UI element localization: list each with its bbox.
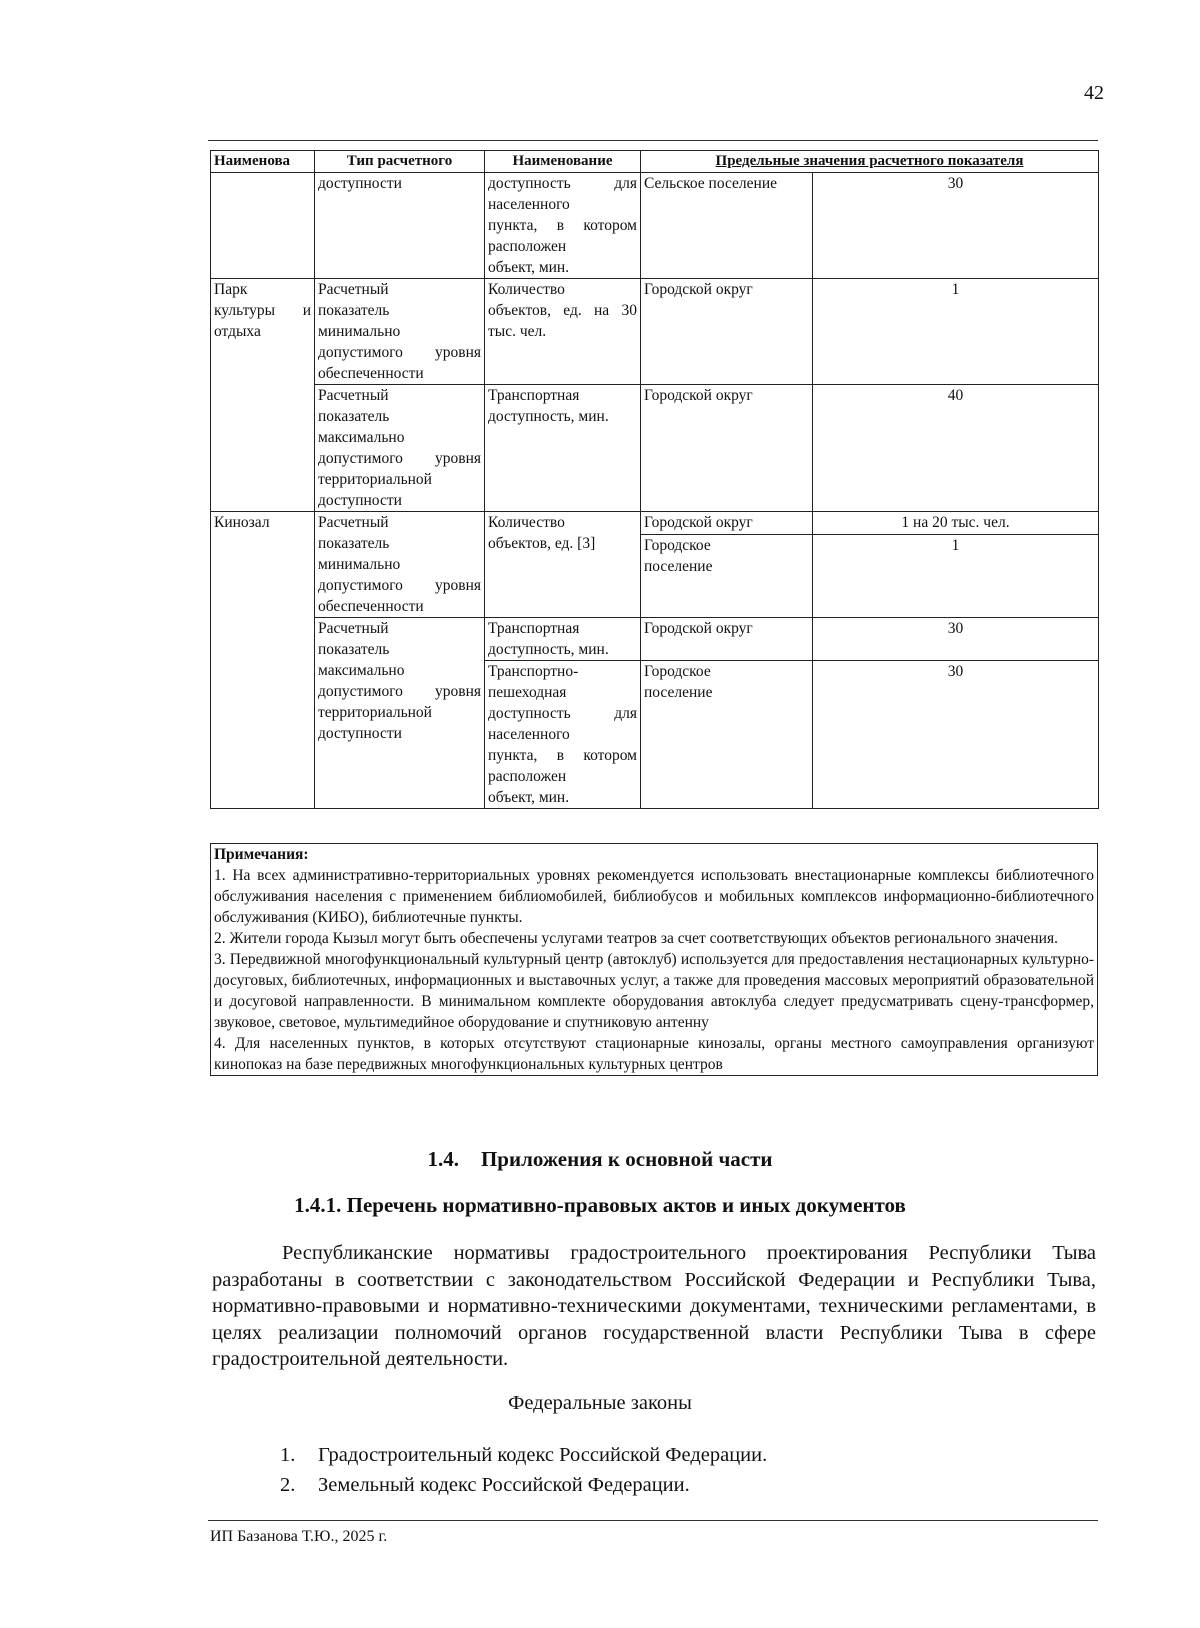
header-name: Наименова [211, 151, 315, 173]
cell-territory [641, 661, 813, 809]
cell-line: обеспеченности [318, 598, 424, 615]
table-row [211, 512, 1099, 535]
cell-territory [641, 618, 813, 661]
cell-line: допустимого уровня [318, 577, 481, 594]
cell-indicator [485, 661, 641, 809]
cell-line: Парк [214, 281, 248, 298]
cell-line: объектов, ед. на 30 [488, 302, 637, 319]
table-header-row [211, 151, 1099, 173]
cell-line: Транспортная [488, 387, 580, 404]
cell-type [315, 512, 485, 618]
cell-line: Кинозал [214, 514, 270, 531]
notes-box [210, 843, 1098, 1076]
cell-territory [641, 279, 813, 385]
cell-line: территориальной [318, 704, 432, 721]
page-number: 42 [1084, 82, 1104, 104]
cell-line: объектов, ед. [3] [488, 535, 596, 552]
list-text: Градостроительный кодекс Российской Федерации. [318, 1444, 768, 1466]
cell-value [813, 173, 1099, 279]
table-row [211, 385, 1099, 512]
cell-text: Сельское поселение [644, 175, 777, 192]
intro-paragraph: Республиканские нормативы градостроительного проектирования Республики Тыва разработаны в соответствии с законодательством Российской Федерации и Республики Тыва, нормативно-правовыми и нормативно-техническими документами, техническими регламентами, в целях реализации полномочий органов государственной власти Республики Тыва в сфере градостроительной деятельности. [212, 1242, 1096, 1370]
cell-text: доступности [318, 175, 402, 192]
cell-type [315, 279, 485, 385]
laws-heading: Федеральные законы [508, 1392, 692, 1414]
cell-line: минимально [318, 556, 401, 573]
cell-line: тыс. чел. [488, 323, 547, 340]
cell-line: доступность, мин. [488, 408, 609, 425]
cell-line: Расчетный [318, 620, 389, 637]
list-number: 2. [280, 1474, 296, 1496]
cell-type [315, 385, 485, 512]
cell-line: обеспеченности [318, 365, 424, 382]
cell-text: Городской округ [644, 281, 753, 298]
cell-indicator [485, 618, 641, 661]
cell-line: пешеходная [488, 684, 567, 701]
cell-line: Количество [488, 281, 565, 298]
cell-indicator [485, 385, 641, 512]
cell-line: Расчетный [318, 387, 389, 404]
cell-name [211, 173, 315, 279]
section-title: Приложения к основной части [480, 1147, 773, 1171]
cell-name [211, 512, 315, 809]
cell-line: доступности [318, 725, 402, 742]
footer-text: ИП Базанова Т.Ю., 2025 г. [210, 1528, 388, 1545]
cell-territory [641, 173, 813, 279]
cell-line: Транспортно- [488, 663, 579, 680]
header-rule [208, 140, 1098, 141]
cell-line: доступность для [488, 705, 637, 722]
note-item: 2. Жители города Кызыл могут быть обеспечены услугами театров за счет соответствующих объектов регионального значения. [214, 930, 1058, 947]
cell-text: Городской округ [644, 514, 753, 531]
laws-list [280, 1440, 767, 1500]
cell-line: показатель [318, 302, 390, 319]
cell-text: 30 [947, 175, 964, 192]
cell-text: 40 [947, 387, 964, 404]
cell-indicator [485, 173, 641, 279]
cell-text: 30 [947, 620, 964, 637]
cell-text: 1 на 20 тыс. чел. [901, 514, 1010, 531]
footer-rule [208, 1520, 1098, 1521]
cell-line: доступность, мин. [488, 641, 609, 658]
cell-line: пункта, в котором [488, 747, 637, 764]
cell-indicator [485, 279, 641, 385]
cell-line: поселение [644, 558, 713, 575]
cell-line: отдыха [214, 323, 261, 340]
cell-territory [641, 385, 813, 512]
cell-value [813, 512, 1099, 535]
cell-line: показатель [318, 535, 390, 552]
cell-indicator [485, 512, 641, 618]
cell-line: допустимого уровня [318, 344, 481, 361]
cell-line: Городское [644, 663, 711, 680]
cell-line: объект, мин. [488, 259, 570, 276]
cell-text: 1 [951, 281, 960, 298]
cell-line: доступности [318, 492, 402, 509]
cell-line: Расчетный [318, 281, 389, 298]
cell-line: расположен [488, 768, 567, 785]
cell-line: максимально [318, 662, 405, 679]
cell-territory [641, 535, 813, 618]
cell-text: Городской округ [644, 387, 753, 404]
cell-value [813, 279, 1099, 385]
header-type: Тип расчетного [315, 151, 485, 173]
cell-line: культуры и [214, 302, 311, 319]
section-heading [0, 1147, 1200, 1172]
table-row [211, 618, 1099, 661]
cell-line: показатель [318, 641, 390, 658]
note-item: 1. На всех административно-территориальных уровнях рекомендуется использовать внестационарные комплексы библиотечного обслуживания населения с применением библиомобилей, библиобусов и мобильных комплексов информационно-библиотечного обслуживания (КИБО), библиотечные пункты. [214, 867, 1094, 926]
cell-territory [641, 512, 813, 535]
cell-line: Расчетный [318, 514, 389, 531]
cell-value [813, 618, 1099, 661]
subsection-heading: 1.4.1. Перечень нормативно-правовых актов и иных документов [294, 1193, 906, 1217]
cell-text: 1 [951, 537, 960, 554]
table-row [211, 173, 1099, 279]
cell-line: Городское [644, 537, 711, 554]
norms-table [210, 150, 1099, 809]
cell-type [315, 618, 485, 809]
cell-text: 30 [947, 663, 964, 680]
note-item: 3. Передвижной многофункциональный культурный центр (автоклуб) используется для предоставления нестационарных культурно-досуговых, библиотечных, информационных и выставочных услуг, а также для проведения массовых мероприятий образовательной и досуговой направленности. В минимальном комплекте оборудования автоклуба следует предусматривать сцену-трансформер, звуковое, световое, мультимедийное оборудование и спутниковую антенну [214, 951, 1094, 1031]
cell-line: расположен [488, 238, 567, 255]
list-item [280, 1440, 767, 1470]
cell-line: Количество [488, 514, 565, 531]
cell-line: допустимого уровня [318, 450, 481, 467]
notes-title: Примечания: [214, 846, 309, 863]
section-number: 1.4. [427, 1147, 459, 1171]
cell-line: Транспортная [488, 620, 580, 637]
header-indicator: Наименование [485, 151, 641, 173]
cell-line: территориальной [318, 471, 432, 488]
list-item [280, 1470, 767, 1500]
cell-line: пункта, в котором [488, 217, 637, 234]
cell-value [813, 661, 1099, 809]
cell-value [813, 385, 1099, 512]
cell-line: населенного [488, 196, 570, 213]
note-item: 4. Для населенных пунктов, в которых отсутствуют стационарные кинозалы, органы местного самоуправления организуют кинопоказ на базе передвижных многофункциональных культурных центров [214, 1035, 1094, 1073]
cell-value [813, 535, 1099, 618]
list-number: 1. [280, 1444, 296, 1466]
cell-line: максимально [318, 429, 405, 446]
cell-line: минимально [318, 323, 401, 340]
table-row [211, 279, 1099, 385]
cell-text: Городской округ [644, 620, 753, 637]
cell-line: доступность для [488, 175, 637, 192]
cell-line: поселение [644, 684, 713, 701]
list-text: Земельный кодекс Российской Федерации. [318, 1474, 690, 1496]
cell-name [211, 279, 315, 512]
cell-line: показатель [318, 408, 390, 425]
cell-line: объект, мин. [488, 789, 570, 806]
cell-type [315, 173, 485, 279]
cell-line: населенного [488, 726, 570, 743]
header-limits: Предельные значения расчетного показателя [641, 151, 1099, 173]
cell-line: допустимого уровня [318, 683, 481, 700]
